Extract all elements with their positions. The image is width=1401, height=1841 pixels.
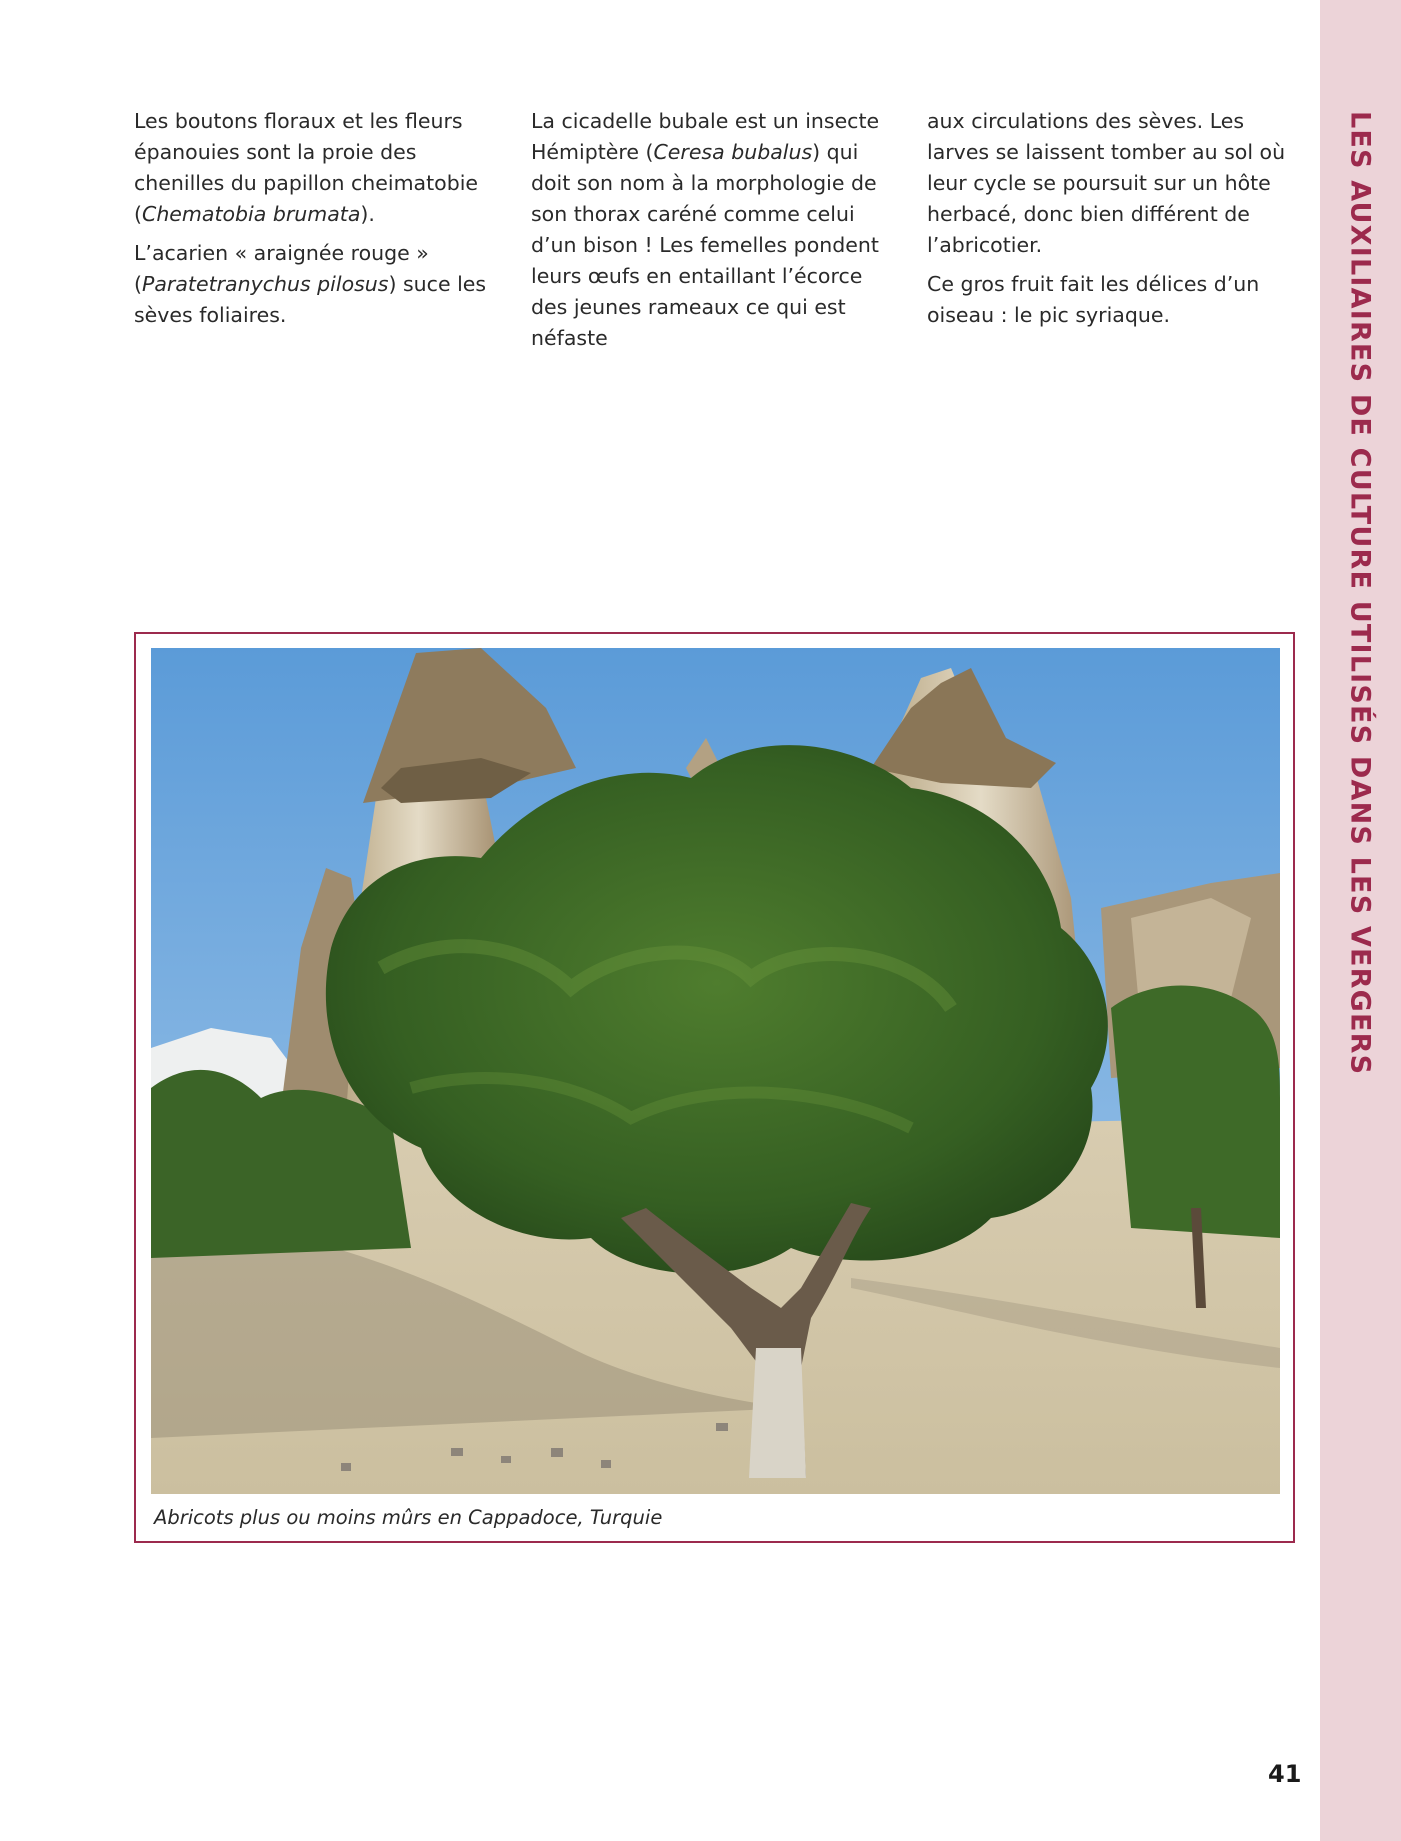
photo-apricot-tree-cappadocia xyxy=(151,648,1280,1494)
photo-caption: Abricots plus ou moins mûrs en Cappadoce, Turquie xyxy=(154,1506,663,1529)
text-column-3 xyxy=(927,106,1297,339)
paragraph-larves: aux circulations des sèves. Les larves se laissent tomber au sol où leur cycle se poursuit sur un hôte herbacé, donc bien différent de l’abricotier. xyxy=(927,109,1286,257)
species-name: Paratetranychus pilosus xyxy=(142,272,389,296)
paragraph-chenilles: Les boutons floraux et les fleurs épanouies sont la proie des chenilles du papillon cheimatobie (Chematobia brumata). xyxy=(134,109,479,226)
species-name: Chematobia brumata xyxy=(142,202,361,226)
page-number: 41 xyxy=(1268,1760,1302,1788)
photo-frame xyxy=(134,632,1295,1543)
text-column-1 xyxy=(134,106,504,339)
paragraph-acarien: L’acarien « araignée rouge » (Paratetranychus pilosus) suce les sèves foliaires. xyxy=(134,241,487,327)
species-name: Ceresa bubalus xyxy=(653,140,813,164)
section-title: LES AUXILIAIRES DE CULTURE UTILISÉS DANS LES VERGERS xyxy=(1344,111,1376,1076)
paragraph-cicadelle: La cicadelle bubale est un insecte Hémiptère (Ceresa bubalus) qui doit son nom à la morphologie de son thorax caréné comme celui d’un bison ! Les femelles pondent leurs œufs en entaillant l’écorce des jeunes rameaux ce qui est néfaste xyxy=(531,109,880,350)
paragraph-pic-syriaque: Ce gros fruit fait les délices d’un oiseau : le pic syriaque. xyxy=(927,272,1260,327)
text-column-2 xyxy=(531,106,901,362)
